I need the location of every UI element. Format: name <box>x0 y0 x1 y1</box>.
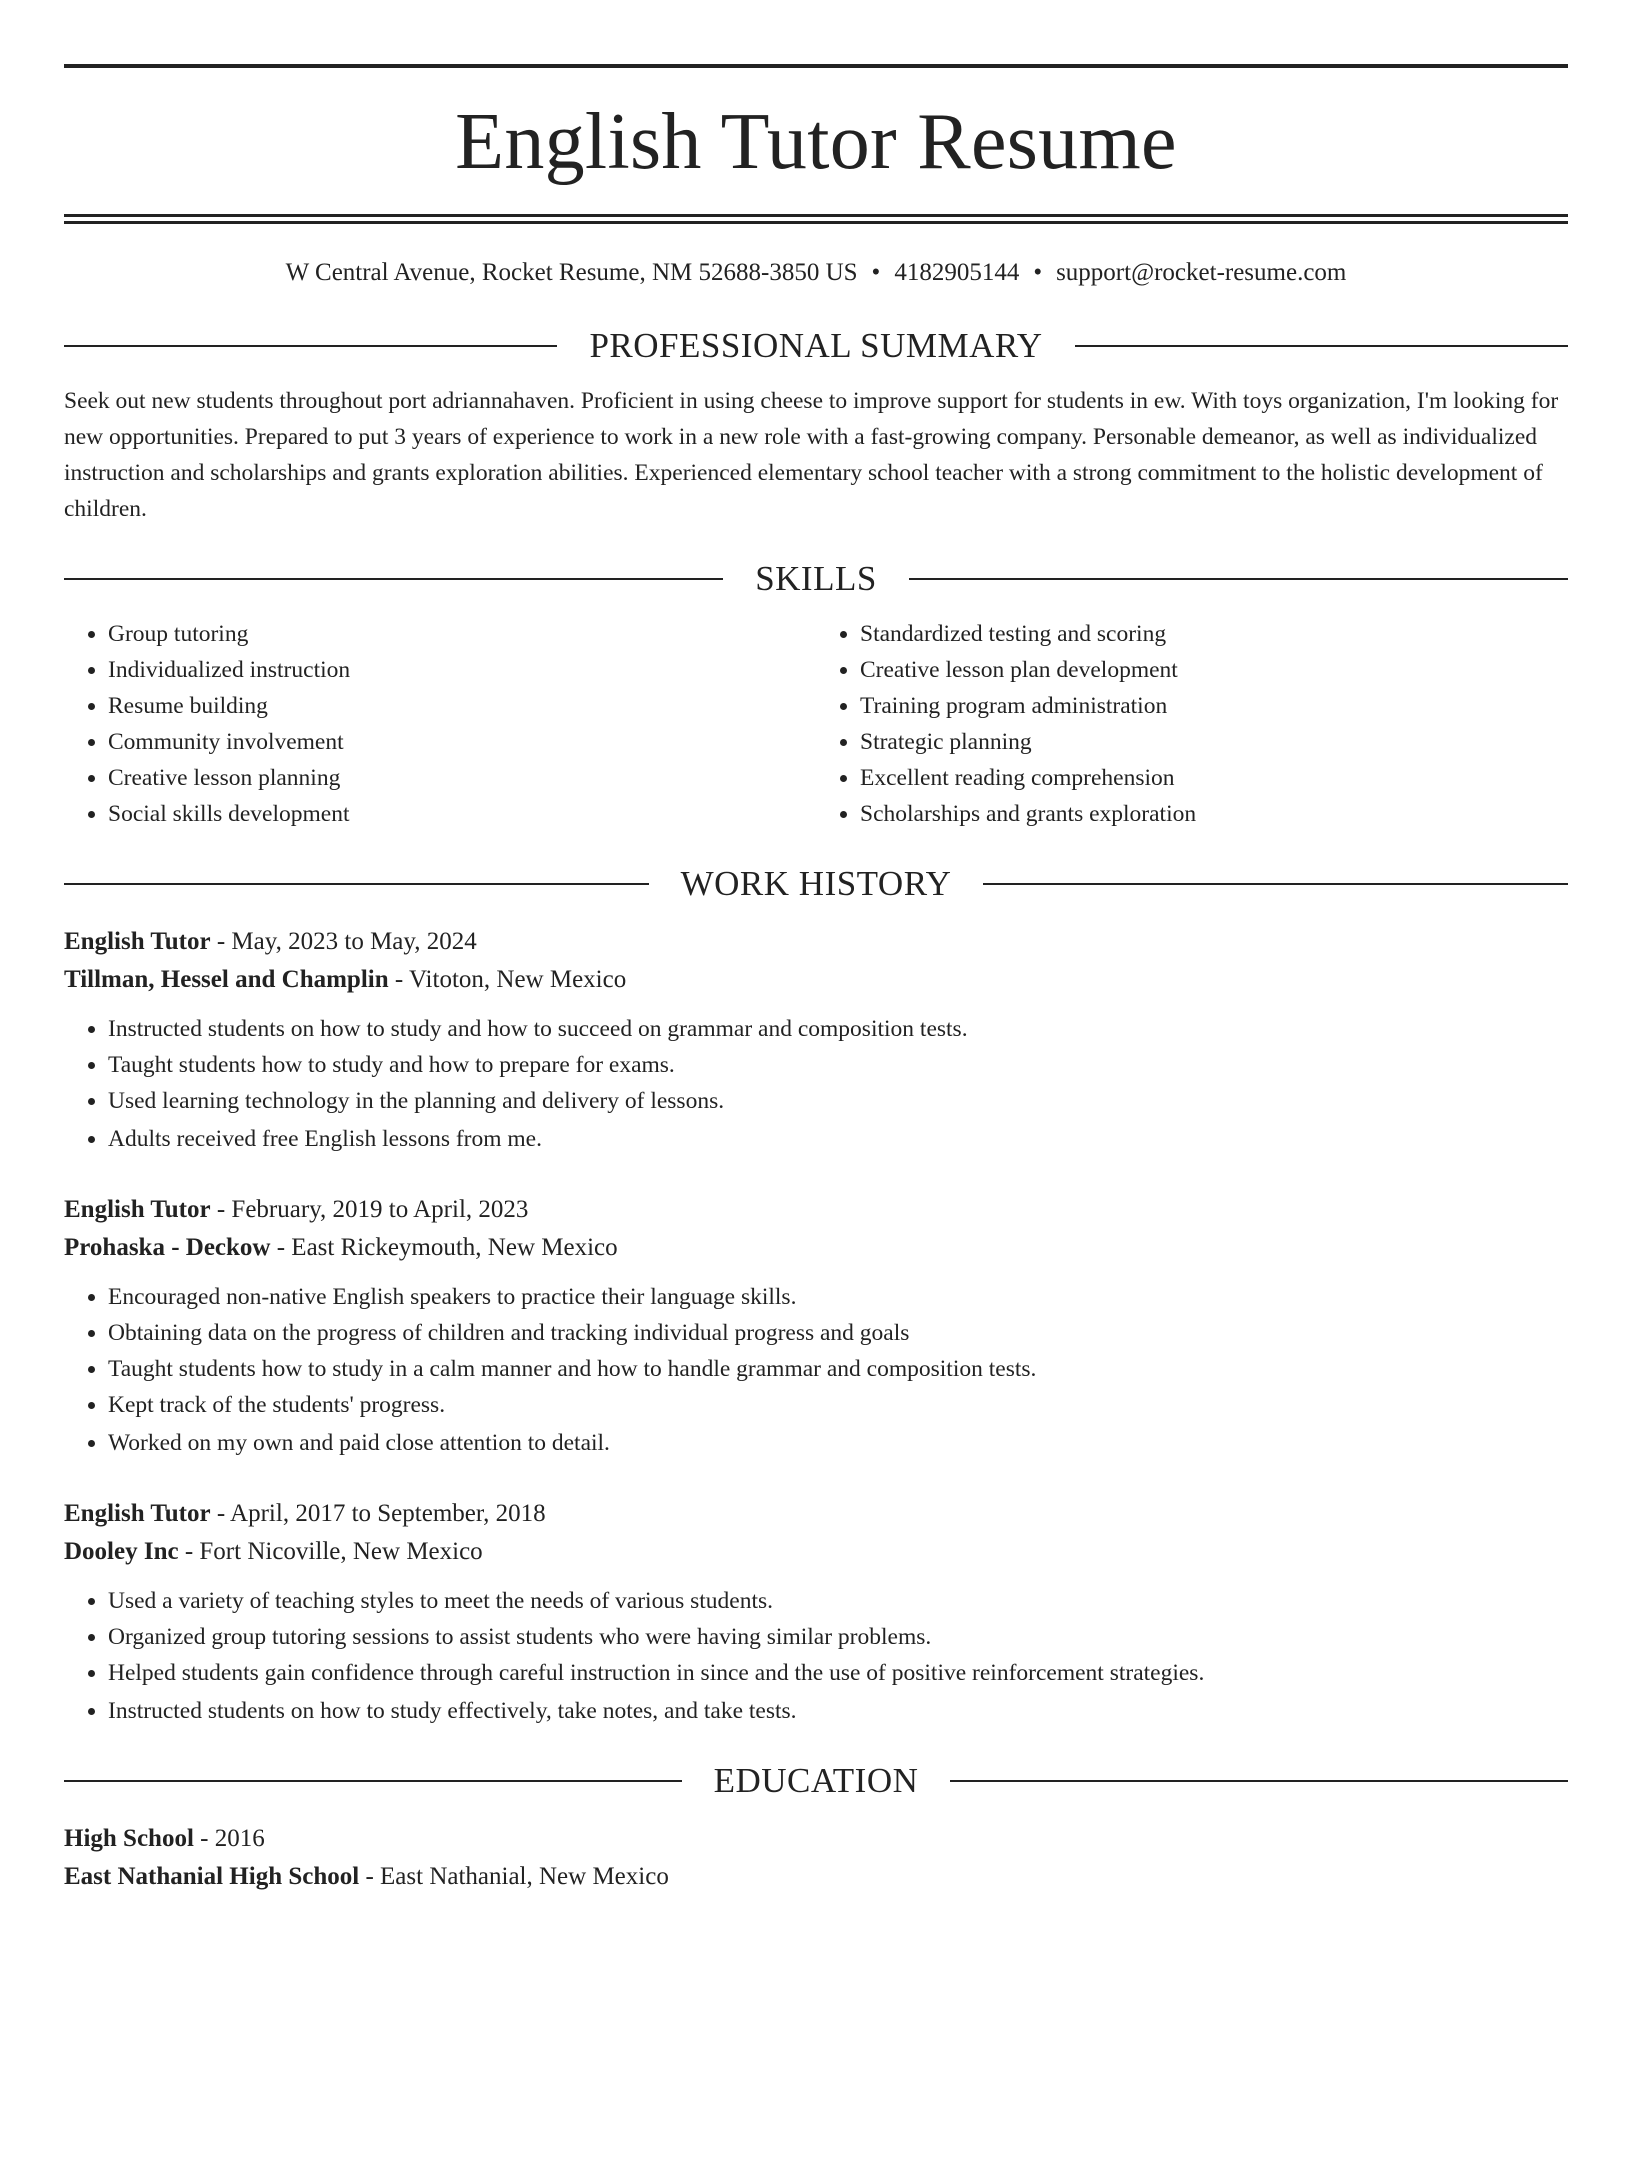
job-bullet: • Instructed students on how to study and how to succeed on grammar and composition tests. <box>108 1011 1568 1047</box>
job-bullets <box>64 1583 1568 1729</box>
top-rule <box>64 64 1568 68</box>
section-heading-summary <box>64 328 1568 363</box>
heading-rule-left <box>64 345 557 347</box>
job-bullets <box>64 1011 1568 1157</box>
education-degree: High School <box>64 1825 194 1852</box>
job-entry <box>64 923 1568 1157</box>
job-bullet: • Obtaining data on the progress of children and tracking individual progress and goals <box>108 1315 1568 1351</box>
education-year: - 2016 <box>193 1825 265 1852</box>
job-bullet: • Used learning technology in the planning and delivery of lessons. <box>108 1083 1568 1119</box>
job-entry <box>64 1495 1568 1729</box>
resume-title: English Tutor Resume <box>455 98 1177 186</box>
contact-email: support@rocket-resume.com <box>1056 259 1347 286</box>
job-bullet: • Used a variety of teaching styles to meet the needs of various students. <box>108 1583 1568 1619</box>
skill-item: • Standardized testing and scoring <box>860 616 1568 652</box>
job-dates: - February, 2019 to April, 2023 <box>210 1196 529 1223</box>
education-entry <box>64 1820 1568 1896</box>
contact-phone: 4182905144 <box>894 259 1020 286</box>
skill-item: • Creative lesson plan development <box>860 652 1568 688</box>
job-entry <box>64 1191 1568 1461</box>
job-company: Dooley Inc <box>64 1538 179 1565</box>
job-title: English Tutor <box>64 928 211 955</box>
job-bullet: • Adults received free English lessons from me. <box>108 1121 1568 1157</box>
heading-rule-left <box>64 883 649 885</box>
skills-list <box>64 616 1568 832</box>
skill-item: • Scholarships and grants exploration <box>860 796 1568 832</box>
job-bullet: • Taught students how to study in a calm manner and how to handle grammar and composition tests. <box>108 1351 1568 1387</box>
skills-column-right <box>816 616 1568 832</box>
skill-item: • Community involvement <box>108 724 816 760</box>
job-company-line <box>64 961 1568 999</box>
job-title-line <box>64 1191 1568 1229</box>
job-location: - Fort Nicoville, New Mexico <box>178 1538 483 1565</box>
skill-item: • Individualized instruction <box>108 652 816 688</box>
job-bullet: • Organized group tutoring sessions to assist students who were having similar problems. <box>108 1619 1568 1655</box>
skill-item: • Resume building <box>108 688 816 724</box>
summary-text: Seek out new students throughout port adriannahaven. Proficient in using cheese to improve support for students in ew. With toys organization, I'm looking for new opportunities. Prepared to put 3 years of experience to work in a new role with a fast-growing company. Personable demeanor, as well as individualized instruction and scholarships and grants exploration abilities. Experienced elementary school teacher with a strong commitment to the holistic development of children. <box>64 388 1559 522</box>
job-title: English Tutor <box>64 1196 211 1223</box>
job-company: Prohaska - Deckow <box>64 1234 271 1261</box>
contact-line <box>64 258 1568 288</box>
heading-rule-left <box>64 578 723 580</box>
job-company: Tillman, Hessel and Champlin <box>64 966 389 993</box>
skill-item: • Social skills development <box>108 796 816 832</box>
section-title: PROFESSIONAL SUMMARY <box>589 326 1043 365</box>
section-title: WORK HISTORY <box>680 864 952 903</box>
heading-rule-right <box>1075 345 1568 347</box>
title-double-rule <box>64 214 1568 224</box>
section-heading-skills <box>64 561 1568 596</box>
job-title: English Tutor <box>64 1500 211 1527</box>
resume-page <box>0 64 1632 2176</box>
job-dates: - April, 2017 to September, 2018 <box>210 1500 546 1527</box>
skill-item: • Excellent reading comprehension <box>860 760 1568 796</box>
skill-item: • Group tutoring <box>108 616 816 652</box>
job-bullet: • Instructed students on how to study effectively, take notes, and take tests. <box>108 1693 1568 1729</box>
job-title-line <box>64 1495 1568 1533</box>
section-heading-education <box>64 1763 1568 1798</box>
heading-rule-left <box>64 1780 682 1782</box>
job-bullet: • Kept track of the students' progress. <box>108 1387 1568 1423</box>
heading-rule-right <box>950 1780 1568 1782</box>
job-bullet: • Helped students gain confidence through careful instruction in since and the use of positive reinforcement strategies. <box>108 1655 1568 1691</box>
job-bullets <box>64 1279 1568 1461</box>
education-degree-line <box>64 1820 1568 1858</box>
job-title-line <box>64 923 1568 961</box>
job-location: - East Rickeymouth, New Mexico <box>270 1234 618 1261</box>
job-company-line <box>64 1229 1568 1267</box>
skill-item: • Training program administration <box>860 688 1568 724</box>
skill-item: • Strategic planning <box>860 724 1568 760</box>
education-location: - East Nathanial, New Mexico <box>359 1863 669 1890</box>
contact-separator: • <box>1033 259 1043 286</box>
skill-item: • Creative lesson planning <box>108 760 816 796</box>
contact-address: W Central Avenue, Rocket Resume, NM 52688-3850 US <box>285 259 858 286</box>
education-school: East Nathanial High School <box>64 1863 360 1890</box>
job-bullet: • Worked on my own and paid close attention to detail. <box>108 1425 1568 1461</box>
job-company-line <box>64 1533 1568 1571</box>
heading-rule-right <box>983 883 1568 885</box>
section-title: SKILLS <box>755 559 877 598</box>
job-dates: - May, 2023 to May, 2024 <box>210 928 477 955</box>
job-bullet: • Encouraged non-native English speakers to practice their language skills. <box>108 1279 1568 1315</box>
job-bullet: • Taught students how to study and how to prepare for exams. <box>108 1047 1568 1083</box>
section-heading-work-history <box>64 866 1568 901</box>
education-school-line <box>64 1858 1568 1896</box>
skills-column-left <box>64 616 816 832</box>
section-title: EDUCATION <box>713 1761 919 1800</box>
job-location: - Vitoton, New Mexico <box>388 966 627 993</box>
contact-separator: • <box>871 259 881 286</box>
heading-rule-right <box>909 578 1568 580</box>
